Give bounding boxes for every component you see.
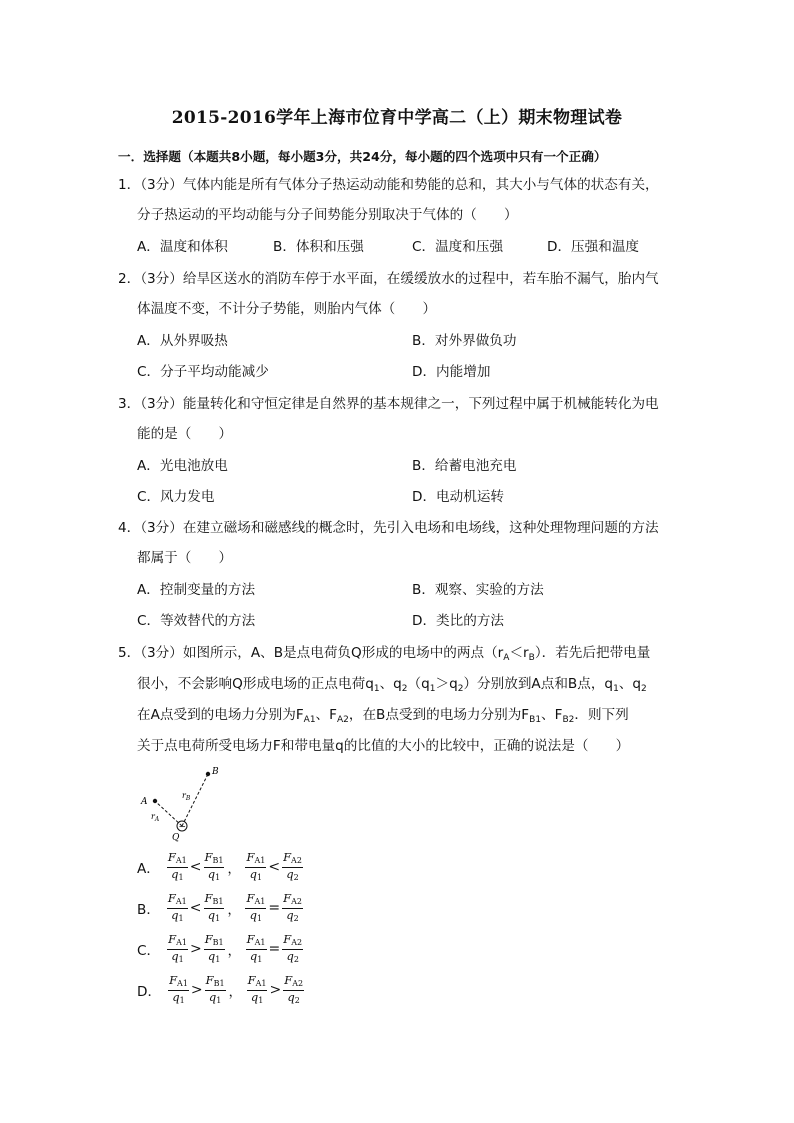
question-4-line-1: 4．（3分）在建立磁场和磁感线的概念时，先引入电场和电场线，这种处理物理问题的方法 (118, 520, 659, 536)
question-5-line-4: 关于点电荷所受电场力F和带电量q的比值的大小的比较中，正确的说法是（ ） (137, 738, 630, 754)
question-3-line-2: 能的是（ ） (137, 426, 233, 442)
fraction-fb1-q1: $\frac{F_{B1}}{q_1}$ (204, 849, 224, 882)
question-5-option-a (137, 849, 304, 885)
fraction-fa1-q1: $\frac{F_{A1}}{q_1}$ (246, 849, 266, 882)
question-5-option-b (137, 890, 304, 926)
relation: < (189, 859, 202, 875)
separator: ， (227, 861, 241, 877)
fraction-fa1-q1: $\frac{F_{A1}}{q_1}$ (168, 931, 187, 964)
fraction-fa2-q2: $\frac{F_{A2}}{q_2}$ (283, 890, 302, 923)
question-1-option-d: D．压强和温度 (547, 239, 640, 255)
question-5-line-3: 在A点受到的电场力分别为$F_{A1}$、$F_{A2}$，在B点受到的电场力分别为$F_{B1}$、$F_{B2}$．则下列 (137, 707, 629, 725)
fraction-fa2-q2: $\frac{F_{A2}}{q_2}$ (283, 931, 303, 964)
question-3-option-a: A．光电池放电 (137, 458, 228, 474)
fraction-fa1-q1: $\frac{F_{A1}}{q_1}$ (169, 972, 188, 1005)
option-label: A． (137, 861, 160, 877)
question-2-line-1: 2．（3分）给旱区送水的消防车停于水平面，在缓缓放水的过程中，若车胎不漏气，胎内气 (118, 271, 659, 287)
point-b (206, 772, 210, 776)
relation: > (190, 982, 203, 998)
fraction-fa1-q1: $\frac{F_{A1}}{q_1}$ (167, 849, 187, 882)
question-1-option-a: A．温度和体积 (137, 239, 228, 255)
question-1-option-c: C．温度和压强 (412, 239, 504, 255)
fraction-fa2-q2: $\frac{F_{A2}}{q_2}$ (284, 972, 304, 1005)
question-2-option-a: A．从外界吸热 (137, 333, 228, 349)
question-5-line-1: 5．（3分）如图所示，A、B是点电荷负Q形成的电场中的两点$(r_A<r_B)$．若先后把带电量 (118, 645, 651, 663)
question-3-option-d: D．电动机运转 (412, 489, 505, 505)
question-2-option-d: D．内能增加 (412, 364, 491, 380)
point-a (153, 799, 157, 803)
option-label: C． (137, 943, 161, 959)
relation: < (189, 900, 202, 916)
exam-title: 2015-2016学年上海市位育中学高二（上）期末物理试卷 (171, 108, 623, 128)
relation: = (268, 941, 281, 957)
question-1-line-1: 1．（3分）气体内能是所有气体分子热运动动能和势能的总和，其大小与气体的状态有关， (118, 177, 659, 193)
question-4-option-c: C．等效替代的方法 (137, 613, 256, 629)
fraction-fa1-q1: $\frac{F_{A1}}{q_1}$ (246, 931, 266, 964)
question-4-option-b: B．观察、实验的方法 (412, 582, 544, 598)
question-1-line-2: 分子热运动的平均动能与分子间势能分别取决于气体的（ ） (137, 207, 518, 223)
question-3-option-c: C．风力发电 (137, 489, 215, 505)
relation: = (268, 900, 281, 916)
charge-sign: − (178, 822, 187, 833)
relation: > (189, 941, 202, 957)
question-4-option-a: A．控制变量的方法 (137, 582, 256, 598)
fraction-fa1-q1: $\frac{F_{A1}}{q_1}$ (247, 972, 267, 1005)
question-5-option-c (137, 931, 304, 967)
section-heading: 一．选择题（本题共8小题，每小题3分，共24分，每小题的四个选项中只有一个正确） (118, 149, 607, 164)
question-1-option-b: B．体积和压强 (273, 239, 364, 255)
relation: < (268, 859, 281, 875)
question-5-option-d (137, 972, 305, 1008)
fraction-fb1-q1: $\frac{F_{B1}}{q_1}$ (204, 931, 224, 964)
fraction-fa1-q1: $\frac{F_{A1}}{q_1}$ (167, 890, 187, 923)
option-label: B． (137, 902, 160, 918)
relation: > (269, 982, 282, 998)
label-rb: $r_B$ (182, 791, 191, 802)
fraction-fb1-q1: $\frac{F_{B1}}{q_1}$ (205, 972, 225, 1005)
fraction-fa2-q2: $\frac{F_{A2}}{q_2}$ (283, 849, 302, 882)
question-2-option-b: B．对外界做负功 (412, 333, 517, 349)
label-q: Q (172, 833, 180, 842)
separator: ， (227, 943, 241, 959)
field-diagram (136, 764, 226, 842)
question-4-option-d: D．类比的方法 (412, 613, 505, 629)
label-ra: $r_A$ (151, 812, 160, 823)
question-3-line-1: 3．（3分）能量转化和守恒定律是自然界的基本规律之一，下列过程中属于机械能转化为电 (118, 396, 659, 412)
option-label: D． (137, 984, 162, 1000)
separator: ， (227, 902, 241, 918)
question-5-line-2: 很小，不会影响Q形成电场的正点电荷$q_1$、$q_2(q_1>q_2)$分别放到A点和B点，$q_1$、$q_2$ (137, 676, 647, 694)
fraction-fa1-q1: $\frac{F_{A1}}{q_1}$ (246, 890, 266, 923)
question-3-option-b: B．给蓄电池充电 (412, 458, 517, 474)
label-b: B (212, 767, 219, 777)
fraction-fb1-q1: $\frac{F_{B1}}{q_1}$ (204, 890, 224, 923)
question-2-option-c: C．分子平均动能减少 (137, 364, 269, 380)
separator: ， (228, 984, 242, 1000)
question-4-line-2: 都属于（ ） (137, 550, 233, 566)
question-2-line-2: 体温度不变，不计分子势能，则胎内气体（ ） (137, 301, 437, 317)
label-a: A (141, 797, 148, 807)
